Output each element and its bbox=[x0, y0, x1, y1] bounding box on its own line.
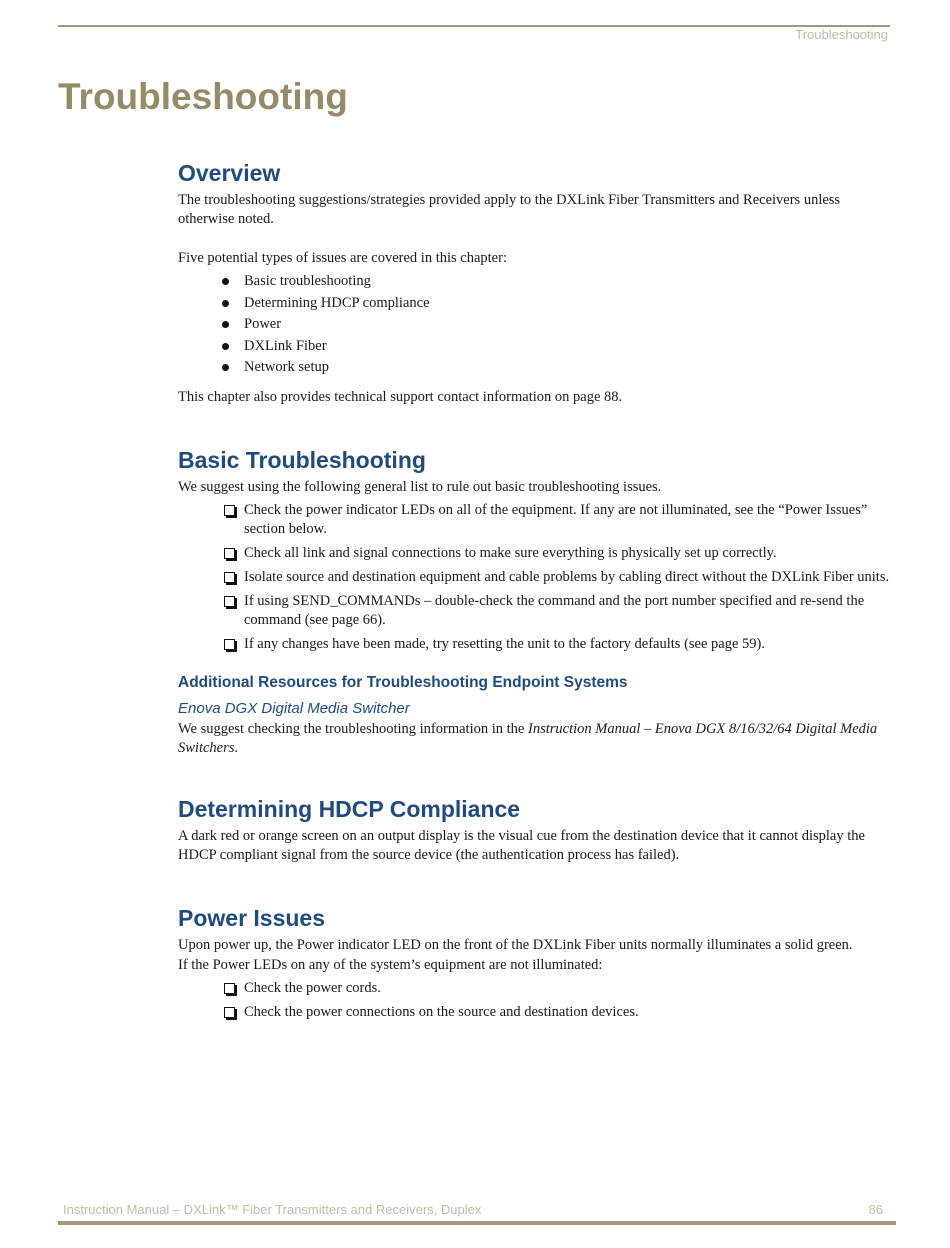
list-item: Network setup bbox=[222, 357, 890, 379]
power-text-1: Upon power up, the Power indicator LED on the front of the DXLink Fiber units normally illuminates a solid green. bbox=[178, 936, 853, 953]
checklist-item: If using SEND_COMMANDs – double-check the command and the port number specified and re-send the command (see page 66). bbox=[222, 592, 890, 630]
bullet-icon bbox=[222, 364, 229, 371]
list-item: Power bbox=[222, 314, 890, 336]
bullet-icon bbox=[222, 321, 229, 328]
checkbox-icon bbox=[224, 596, 235, 607]
checkbox-icon bbox=[224, 639, 235, 650]
support-note: This chapter also provides technical support contact information on page 88. bbox=[178, 388, 623, 405]
basic-troubleshooting-heading: Basic Troubleshooting bbox=[178, 446, 426, 473]
manual-title: Instruction Manual – Enova DGX 8/16/32/64 Digital Media Switchers bbox=[178, 720, 878, 756]
basic-checklist bbox=[178, 501, 890, 654]
hdcp-heading: Determining HDCP Compliance bbox=[178, 795, 521, 822]
checkbox-icon bbox=[224, 572, 235, 583]
additional-resources-heading: Additional Resources for Troubleshooting Endpoint Systems bbox=[178, 673, 628, 691]
checkbox-icon bbox=[224, 983, 235, 994]
checklist-item: Check all link and signal connections to make sure everything is physically set up correctly. bbox=[222, 544, 890, 563]
running-header: Troubleshooting bbox=[795, 27, 888, 42]
checklist-item: If any changes have been made, try resetting the unit to the factory defaults (see page 59). bbox=[222, 635, 890, 654]
power-checklist bbox=[178, 979, 890, 1022]
enova-dgx-text: We suggest checking the troubleshooting information in the Instruction Manual – Enova DGX 8/16/32/64 Digital Media Switchers. bbox=[178, 720, 878, 756]
additional-resources-section bbox=[178, 672, 890, 758]
issue-types-list bbox=[178, 271, 890, 379]
power-issues-section bbox=[178, 903, 890, 1022]
enova-dgx-subheading: Enova DGX Digital Media Switcher bbox=[178, 699, 410, 717]
list-item: DXLink Fiber bbox=[222, 336, 890, 358]
checklist-item: Check the power connections on the source and destination devices. bbox=[222, 1003, 890, 1022]
hdcp-text: A dark red or orange screen on an output display is the visual cue from the destination device that it cannot display the HDCP compliant signal from the source device (the authentication process has failed). bbox=[178, 827, 865, 863]
checkbox-icon bbox=[224, 505, 235, 516]
basic-troubleshooting-section bbox=[178, 445, 890, 654]
overview-heading: Overview bbox=[178, 160, 281, 186]
overview-intro: The troubleshooting suggestions/strategies provided apply to the DXLink Fiber Transmitters and Receivers unless otherwise noted. bbox=[178, 192, 841, 227]
footer-rule bbox=[58, 1221, 896, 1225]
bullet-icon bbox=[222, 300, 229, 307]
bullet-icon bbox=[222, 343, 229, 350]
chapter-title: Troubleshooting bbox=[58, 76, 348, 117]
checkbox-icon bbox=[224, 548, 235, 559]
checkbox-icon bbox=[224, 1007, 235, 1018]
overview-section bbox=[178, 158, 890, 407]
footer-manual-name: Instruction Manual – DXLink™ Fiber Transmitters and Receivers, Duplex bbox=[63, 1202, 482, 1217]
list-item: Determining HDCP compliance bbox=[222, 293, 890, 315]
header-rule bbox=[58, 25, 890, 27]
page-content bbox=[178, 158, 890, 1027]
issue-types-intro: Five potential types of issues are covered in this chapter: bbox=[178, 250, 507, 266]
bullet-icon bbox=[222, 278, 229, 285]
hdcp-section bbox=[178, 794, 890, 865]
list-item: Basic troubleshooting bbox=[222, 271, 890, 293]
checklist-item: Check the power indicator LEDs on all of the equipment. If any are not illuminated, see the “Power Issues” section below. bbox=[222, 501, 890, 539]
power-text-2: If the Power LEDs on any of the system’s equipment are not illuminated: bbox=[178, 956, 603, 973]
basic-intro: We suggest using the following general list to rule out basic troubleshooting issues. bbox=[178, 478, 662, 495]
checklist-item: Isolate source and destination equipment and cable problems by cabling direct without the DXLink Fiber units. bbox=[222, 568, 890, 587]
checklist-item: Check the power cords. bbox=[222, 979, 890, 998]
page-number: 86 bbox=[868, 1202, 883, 1217]
power-issues-heading: Power Issues bbox=[178, 904, 326, 931]
